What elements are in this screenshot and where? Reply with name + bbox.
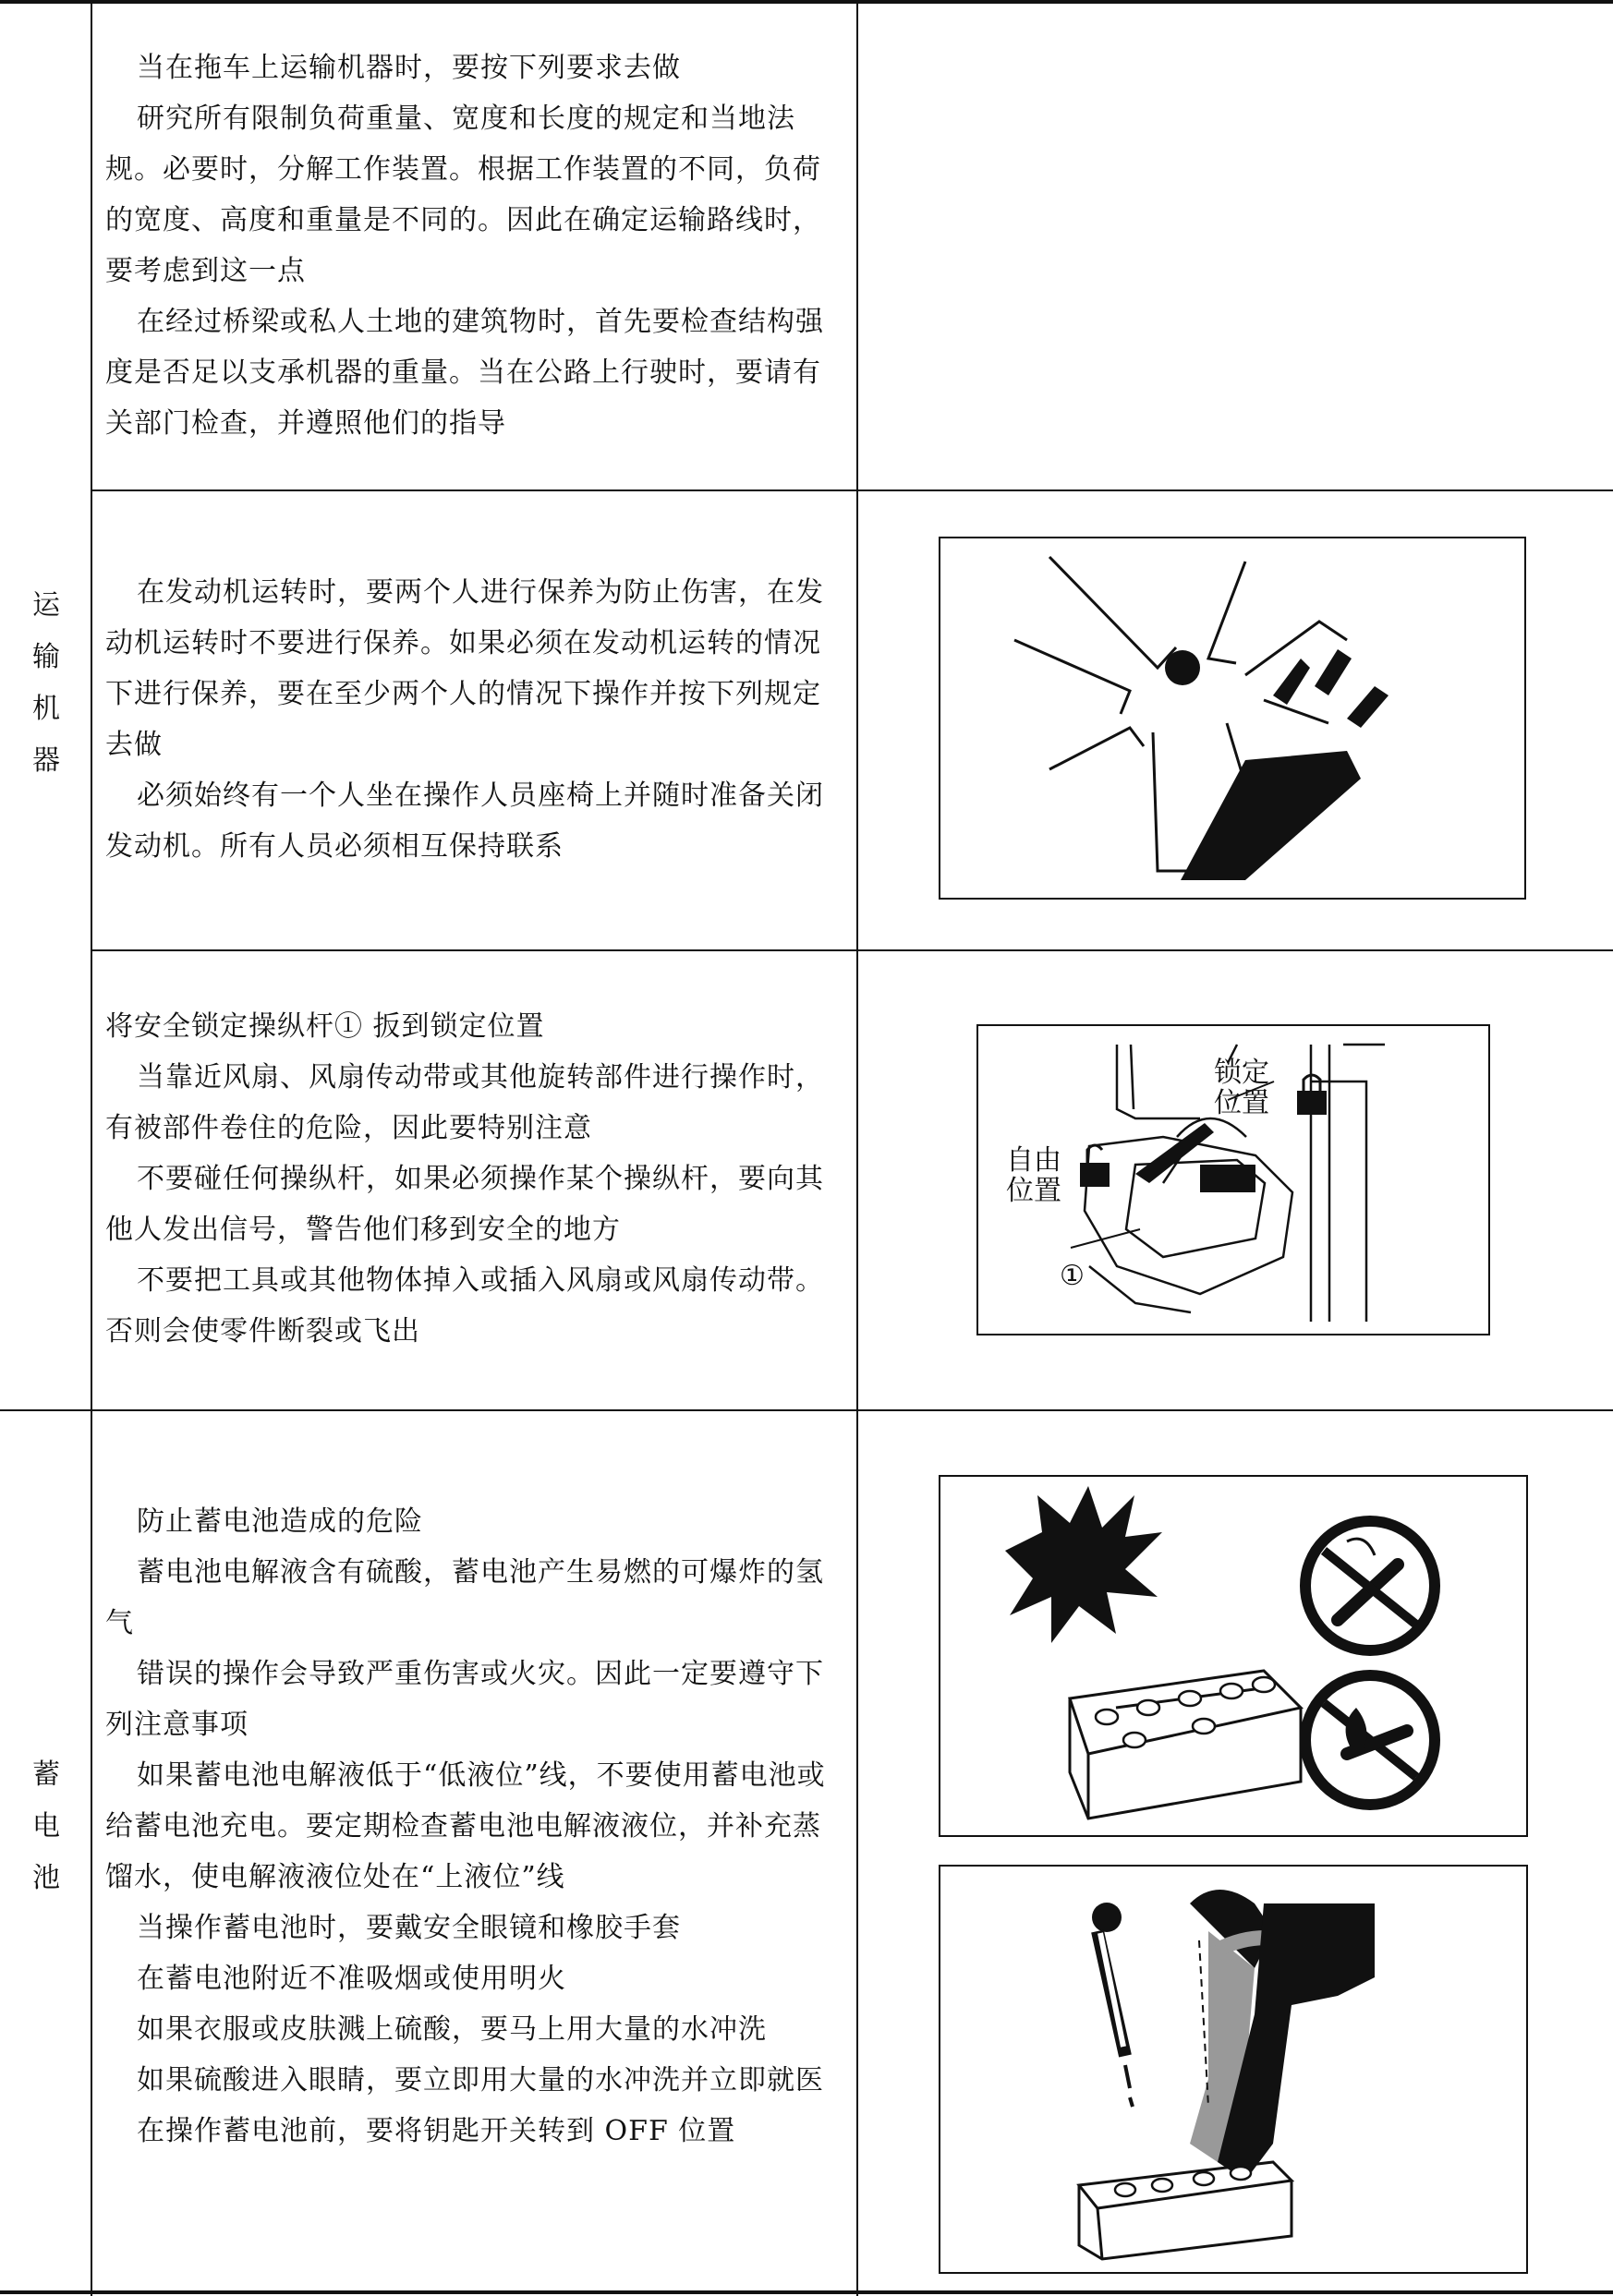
table-top-border [0, 0, 1613, 4]
lock-position-label-1: 锁定 [1214, 1057, 1269, 1089]
battery-explosion-icon [940, 1477, 1526, 1835]
col-divider-1 [91, 0, 92, 2296]
paragraph: 研究所有限制负荷重量、宽度和长度的规定和当地法规。必要时，分解工作装置。根据工作装置的不同，负荷的宽度、高度和重量是不同的。因此在确定运输路线时，要考虑到这一点 [105, 103, 821, 287]
paragraph: 必须始终有一个人坐在操作人员座椅上并随时准备关闭发动机。所有人员必须相互保持联系 [105, 779, 824, 863]
paragraph: 不要把工具或其他物体掉入或插入风扇或风扇传动带。否则会使零件断裂或飞出 [105, 1264, 824, 1347]
row-divider-2 [92, 949, 1613, 951]
section-safety-lock-lever [105, 1001, 844, 1357]
lock-lever-figure [976, 1024, 1490, 1335]
category-char: 机 [32, 693, 60, 725]
lever-marker: ① [1060, 1260, 1085, 1292]
fan-hazard-figure [939, 537, 1526, 900]
paragraph: 蓄电池电解液含有硫酸，蓄电池产生易燃的可爆炸的氢气 [105, 1556, 824, 1639]
category-battery [0, 1749, 92, 1904]
fan-hand-icon [940, 538, 1524, 898]
section-engine-running-maintenance [105, 567, 844, 872]
category-char: 蓄 [32, 1758, 60, 1791]
lock-position-label-2: 位置 [1214, 1087, 1269, 1119]
paragraph: 当靠近风扇、风扇传动带或其他旋转部件进行操作时，有被部件卷住的危险，因此要特别注意 [105, 1061, 824, 1144]
row-divider-1 [92, 489, 1613, 491]
paragraph: 如果蓄电池电解液低于“低液位”线，不要使用蓄电池或给蓄电池充电。要定期检查蓄电池电解液液位，并补充蒸馏水，使电解液液位处在“上液位”线 [105, 1759, 826, 1893]
paragraph: 在经过桥梁或私人土地的建筑物时，首先要检查结构强度是否足以支承机器的重量。当在公路上行驶时，要请有关部门检查，并遵照他们的指导 [105, 306, 824, 440]
section-divider [0, 1409, 1613, 1411]
section-trailer-transport [105, 42, 844, 449]
paragraph: 如果硫酸进入眼睛，要立即用大量的水冲洗并立即就医 [137, 2064, 824, 2097]
free-position-label-1: 自由 [1006, 1144, 1061, 1177]
no-open-flame-icon [1305, 1675, 1435, 1805]
paragraph: 错误的操作会导致严重伤害或火灾。因此一定要遵守下列注意事项 [105, 1658, 824, 1741]
battery-dropper-icon [940, 1867, 1526, 2272]
free-position-label-2: 位置 [1006, 1175, 1061, 1207]
paragraph: 在操作蓄电池前，要将钥匙开关转到 OFF 位置 [137, 2115, 736, 2147]
paragraph: 当在拖车上运输机器时，要按下列要求去做 [137, 52, 681, 84]
paragraph: 将安全锁定操纵杆① 扳到锁定位置 [105, 1010, 545, 1043]
battery-electrolyte-figure [939, 1865, 1528, 2274]
free-lock-open-icon [1080, 1145, 1110, 1187]
paragraph: 在蓄电池附近不准吸烟或使用明火 [137, 1963, 566, 1995]
paragraph: 在发动机运转时，要两个人进行保养为防止伤害，在发动机运转时不要进行保养。如果必须在发动机运转的情况下进行保养，要在至少两个人的情况下操作并按下列规定去做 [105, 576, 824, 761]
battery-warning-figure [939, 1475, 1528, 1837]
paragraph: 不要碰任何操纵杆，如果必须操作某个操纵杆，要向其他人发出信号，警告他们移到安全的地方 [105, 1163, 824, 1246]
no-smoking-icon [1305, 1521, 1435, 1650]
category-char: 池 [32, 1862, 60, 1894]
paragraph: 如果衣服或皮肤溅上硫酸，要马上用大量的水冲洗 [137, 2013, 767, 2046]
table-bottom-border [0, 2290, 1613, 2294]
paragraph: 当操作蓄电池时，要戴安全眼镜和橡胶手套 [137, 1912, 681, 1944]
section-battery-hazards [105, 1496, 844, 2157]
category-char: 运 [32, 589, 60, 622]
paragraph: 防止蓄电池造成的危险 [137, 1505, 423, 1538]
category-char: 输 [32, 641, 60, 673]
col-divider-2 [856, 0, 858, 2296]
cab-lever-icon [978, 1026, 1488, 1334]
category-char: 器 [32, 744, 60, 777]
category-char: 电 [32, 1810, 60, 1843]
category-transport [0, 580, 92, 787]
